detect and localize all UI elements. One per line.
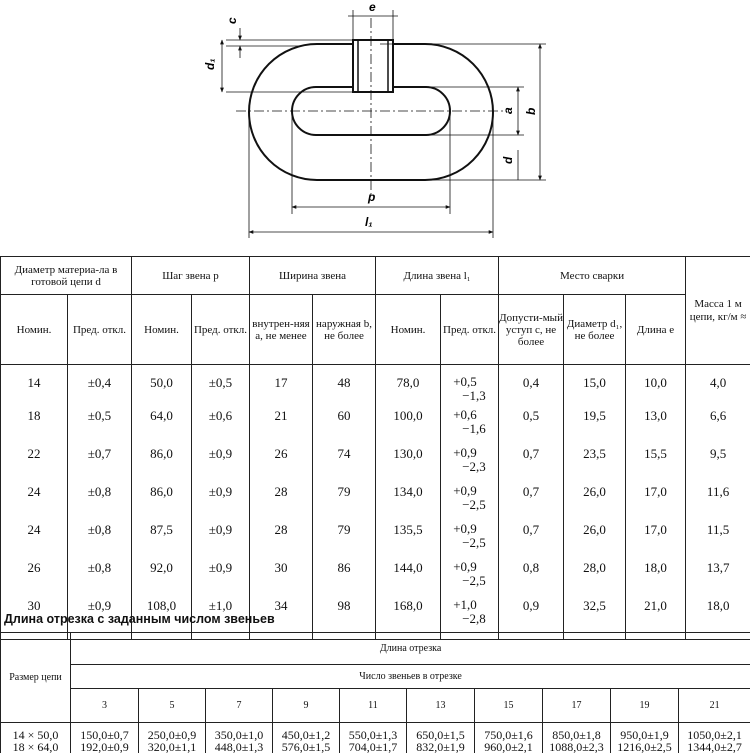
cell-l1-dev: +1,0 −2,8: [441, 594, 499, 640]
table-row: [1, 741, 750, 753]
cell-d-dev: ±0,8: [68, 480, 132, 518]
cell-e: 15,5: [626, 442, 686, 480]
cell-a: 30: [250, 556, 313, 594]
dimension-a-b-d: [380, 44, 546, 180]
label-b: b: [524, 108, 538, 115]
cell-segment-length: 192,0±0,9: [71, 741, 139, 753]
cell-d-dev: ±0,8: [68, 518, 132, 556]
chain-dimensions-table: [0, 256, 750, 640]
label-a: a: [501, 107, 515, 114]
cell-segment-length: 448,0±1,3: [206, 741, 273, 753]
dimension-e: [348, 10, 398, 40]
cell-d1: 32,5: [564, 594, 626, 640]
cell-segment-length: 950,0±1,9: [611, 723, 679, 742]
cell-segment-length: 1344,0±2,7: [679, 741, 750, 753]
label-d1: d₁: [203, 58, 217, 70]
cell-p: 50,0: [132, 365, 192, 405]
cell-c: 0,7: [499, 480, 564, 518]
cell-c: 0,7: [499, 442, 564, 480]
cell-d: 18: [1, 404, 68, 442]
cell-e: 21,0: [626, 594, 686, 640]
cell-b: 86: [313, 556, 376, 594]
cell-mass: 11,5: [686, 518, 750, 556]
header-link-count: Число звеньев в отрезке: [71, 665, 750, 689]
header-link-count-value: 19: [611, 689, 679, 723]
header-allowed-step: Допусти-мый уступ c, не более: [499, 295, 564, 365]
cell-d1: 23,5: [564, 442, 626, 480]
cell-d-dev: ±0,8: [68, 556, 132, 594]
header-outer: наружная b, не более: [313, 295, 376, 365]
cell-segment-length: 750,0±1,6: [475, 723, 543, 742]
cell-p-dev: ±0,9: [192, 480, 250, 518]
cell-mass: 4,0: [686, 365, 750, 405]
header-mass: Масса 1 м цепи, кг/м ≈: [686, 257, 750, 365]
cell-chain-size: 18 × 64,0: [1, 741, 71, 753]
cell-l1: 168,0: [376, 594, 441, 640]
cell-p: 87,5: [132, 518, 192, 556]
cell-p-dev: ±0,6: [192, 404, 250, 442]
cell-e: 17,0: [626, 480, 686, 518]
weld-sleeve: [353, 40, 393, 92]
cell-segment-length: 832,0±1,9: [407, 741, 475, 753]
cell-p: 108,0: [132, 594, 192, 640]
chain-link-drawing: [0, 0, 750, 256]
cell-mass: 13,7: [686, 556, 750, 594]
cell-b: 79: [313, 518, 376, 556]
cell-d-dev: ±0,9: [68, 594, 132, 640]
cell-c: 0,5: [499, 404, 564, 442]
cell-c: 0,8: [499, 556, 564, 594]
cell-p-dev: ±1,0: [192, 594, 250, 640]
header-segment-length: Длина отрезка: [71, 633, 750, 665]
table-row: [1, 556, 750, 594]
header-weld-length: Длина e: [626, 295, 686, 365]
cell-l1-dev: +0,9 −2,5: [441, 480, 499, 518]
centre-lines: [236, 18, 506, 198]
cell-d-dev: ±0,5: [68, 404, 132, 442]
cell-mass: 6,6: [686, 404, 750, 442]
cell-d: 14: [1, 365, 68, 405]
cell-mass: 18,0: [686, 594, 750, 640]
cell-segment-length: 1088,0±2,3: [543, 741, 611, 753]
cell-p-dev: ±0,9: [192, 442, 250, 480]
label-d: d: [501, 156, 515, 164]
cell-p-dev: ±0,9: [192, 556, 250, 594]
header-dev: Пред. откл.: [192, 295, 250, 365]
cell-segment-length: 704,0±1,7: [340, 741, 407, 753]
cell-c: 0,7: [499, 518, 564, 556]
header-pitch: Шаг звена p: [132, 257, 250, 295]
label-p: p: [367, 190, 375, 204]
cell-c: 0,9: [499, 594, 564, 640]
cell-segment-length: 250,0±0,9: [139, 723, 206, 742]
table-row: [1, 404, 750, 442]
cell-a: 28: [250, 518, 313, 556]
cell-d: 22: [1, 442, 68, 480]
header-link-count-value: 5: [139, 689, 206, 723]
cell-d1: 28,0: [564, 556, 626, 594]
cell-l1: 100,0: [376, 404, 441, 442]
cell-p: 64,0: [132, 404, 192, 442]
cell-segment-length: 960,0±2,1: [475, 741, 543, 753]
cell-segment-length: 576,0±1,5: [273, 741, 340, 753]
cell-l1-dev: +0,6 −1,6: [441, 404, 499, 442]
cell-b: 48: [313, 365, 376, 405]
cell-l1: 144,0: [376, 556, 441, 594]
cell-l1-dev: +0,5 −1,3: [441, 365, 499, 405]
cell-l1: 135,5: [376, 518, 441, 556]
cell-d1: 26,0: [564, 480, 626, 518]
cell-b: 98: [313, 594, 376, 640]
label-l1: l₁: [365, 215, 373, 229]
cell-e: 10,0: [626, 365, 686, 405]
header-width: Ширина звена: [250, 257, 376, 295]
cell-l1-dev: +0,9 −2,5: [441, 556, 499, 594]
cell-mass: 9,5: [686, 442, 750, 480]
cell-d1: 15,0: [564, 365, 626, 405]
header-link-count-value: 9: [273, 689, 340, 723]
cell-mass: 11,6: [686, 480, 750, 518]
header-nomin: Номин.: [132, 295, 192, 365]
cell-l1: 130,0: [376, 442, 441, 480]
cell-d-dev: ±0,4: [68, 365, 132, 405]
header-link-count-value: 11: [340, 689, 407, 723]
cell-p: 86,0: [132, 480, 192, 518]
header-length: Длина звена l₁: [376, 257, 499, 295]
cell-e: 13,0: [626, 404, 686, 442]
cell-segment-length: 650,0±1,5: [407, 723, 475, 742]
label-e: e: [369, 0, 376, 14]
cell-d: 26: [1, 556, 68, 594]
cell-a: 17: [250, 365, 313, 405]
cell-segment-length: 850,0±1,8: [543, 723, 611, 742]
cell-a: 26: [250, 442, 313, 480]
segment-length-table: [0, 632, 750, 753]
cell-d: 24: [1, 480, 68, 518]
cell-a: 21: [250, 404, 313, 442]
cell-p-dev: ±0,9: [192, 518, 250, 556]
cell-segment-length: 1050,0±2,1: [679, 723, 750, 742]
cell-segment-length: 1216,0±2,5: [611, 741, 679, 753]
header-link-count-value: 17: [543, 689, 611, 723]
cell-a: 28: [250, 480, 313, 518]
header-nomin: Номин.: [1, 295, 68, 365]
cell-l1-dev: +0,9 −2,5: [441, 518, 499, 556]
cell-d1: 26,0: [564, 518, 626, 556]
segment-section-title: Длина отрезка с заданным числом звеньев: [4, 612, 275, 626]
dimension-c-d1: [222, 28, 353, 92]
cell-p: 92,0: [132, 556, 192, 594]
table-row: [1, 723, 750, 742]
table-row: [1, 442, 750, 480]
cell-l1-dev: +0,9 −2,3: [441, 442, 499, 480]
table-row: [1, 518, 750, 556]
cell-p: 86,0: [132, 442, 192, 480]
cell-e: 18,0: [626, 556, 686, 594]
header-dev: Пред. откл.: [441, 295, 499, 365]
table-row: [1, 365, 750, 405]
cell-a: 34: [250, 594, 313, 640]
cell-d: 30: [1, 594, 68, 640]
cell-segment-length: 550,0±1,3: [340, 723, 407, 742]
header-link-count-value: 3: [71, 689, 139, 723]
cell-b: 74: [313, 442, 376, 480]
cell-l1: 134,0: [376, 480, 441, 518]
header-chain-size: Размер цепи: [1, 633, 71, 723]
cell-segment-length: 150,0±0,7: [71, 723, 139, 742]
cell-d-dev: ±0,7: [68, 442, 132, 480]
header-inner: внутрен-няя a, не менее: [250, 295, 313, 365]
cell-segment-length: 350,0±1,0: [206, 723, 273, 742]
cell-segment-length: 320,0±1,1: [139, 741, 206, 753]
header-link-count-value: 13: [407, 689, 475, 723]
header-weld: Место сварки: [499, 257, 686, 295]
header-nomin: Номин.: [376, 295, 441, 365]
table-row: [1, 480, 750, 518]
cell-d: 24: [1, 518, 68, 556]
header-link-count-value: 7: [206, 689, 273, 723]
cell-l1: 78,0: [376, 365, 441, 405]
cell-p-dev: ±0,5: [192, 365, 250, 405]
header-link-count-value: 21: [679, 689, 750, 723]
cell-c: 0,4: [499, 365, 564, 405]
cell-e: 17,0: [626, 518, 686, 556]
header-dev: Пред. откл.: [68, 295, 132, 365]
cell-b: 60: [313, 404, 376, 442]
cell-d1: 19,5: [564, 404, 626, 442]
header-weld-diameter: Диаметр d₁, не более: [564, 295, 626, 365]
cell-b: 79: [313, 480, 376, 518]
cell-segment-length: 450,0±1,2: [273, 723, 340, 742]
label-c: c: [225, 17, 239, 24]
header-diameter: Диаметр материа-ла в готовой цепи d: [1, 257, 132, 295]
cell-chain-size: 14 × 50,0: [1, 723, 71, 742]
header-link-count-value: 15: [475, 689, 543, 723]
